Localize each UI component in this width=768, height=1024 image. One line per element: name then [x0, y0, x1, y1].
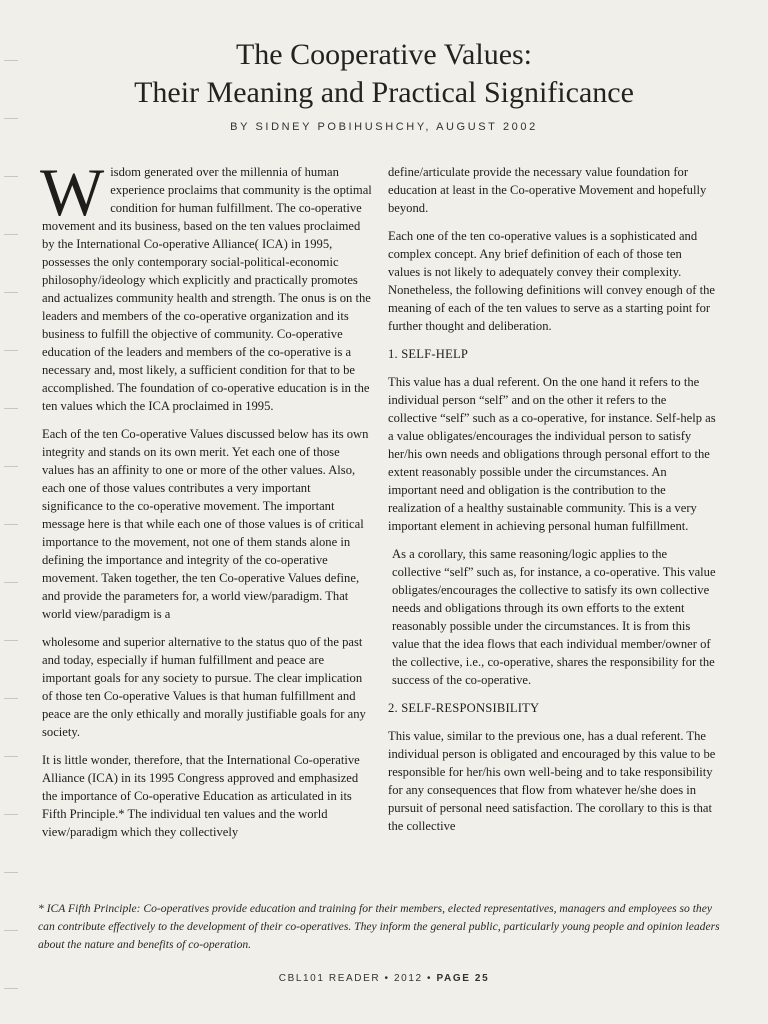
- tick-mark: [4, 756, 18, 757]
- tick-mark: [4, 408, 18, 409]
- tick-mark: [4, 930, 18, 931]
- tick-mark: [4, 350, 18, 351]
- tick-mark: [4, 118, 18, 119]
- drop-cap: W: [40, 154, 105, 230]
- page-footer: [0, 973, 768, 984]
- tick-mark: [4, 292, 18, 293]
- tick-mark: [4, 524, 18, 525]
- paragraph: Each one of the ten co-operative values is a sophisticated and complex concept. Any brief definition of each of those ten values is not likely to adequately convey their complexity. Nonetheless, the following definitions will convey enough of the meaning of each of the ten values to serve as a starting point for further thought and deliberation.: [388, 229, 716, 333]
- section-heading-self-help: 1. SELF-HELP: [388, 347, 469, 361]
- tick-mark: [4, 814, 18, 815]
- paragraph: It is little wonder, therefore, that the International Co-operative Alliance (ICA) in its 1995 Congress approved and emphasized the importance of Co-operative Education as articulated in its Fifth Principle.* The individual ten values and the world view/paradigm which they collectively: [42, 753, 360, 839]
- footnote: * ICA Fifth Principle: Co-operatives provide education and training for their members, elected representatives, managers and employees so they can contribute effectively to the development of their co-operatives. They inform the general public, particularly young people and opinion leaders about the nature and benefits of co-operation.: [38, 902, 720, 951]
- left-column: [40, 154, 372, 851]
- paragraph: define/articulate provide the necessary value foundation for education at least in the Co-operative Movement and hopefully beyond.: [388, 165, 707, 215]
- paragraph: Each of the ten Co-operative Values discussed below has its own integrity and stands on its own merit. Yet each one of those values has an affinity to one or more of the other values. Also, each one of those values contributes a very important significance to the co-operative movement. The important message here is that while each one of those values is of critical importance to the movement, not one of them stands alone in defining the importance and integrity of the co-operative movement. Taken together, the ten Co-operative Values define, and provide the parameters for, a world view/paradigm. That world view/paradigm is a: [42, 427, 369, 621]
- tick-mark: [4, 698, 18, 699]
- page-number: PAGE 25: [436, 973, 490, 984]
- article-title: [0, 36, 768, 112]
- paragraph: wholesome and superior alternative to the status quo of the past and today, especially if human fulfillment and peace are important goals for any society to pursue. The clear implication of those ten Co-operative Values is that human fulfillment and peace are the only ethically and morally justifiable goals for any society.: [42, 635, 366, 739]
- paragraph: As a corollary, this same reasoning/logic applies to the collective “self” such as, for instance, a co-operative. This value obligates/encourages the collective to satisfy its own collective needs and obligations through its own efforts to the extent reasonably possible under the circumstances. It is from this value that the idea flows that each individual member/owner of the collective, i.e., co-operative, shares the responsibility for the success of the co-operative.: [392, 547, 716, 687]
- tick-mark: [4, 466, 18, 467]
- footer-publication: CBL101 READER • 2012 •: [278, 973, 437, 984]
- tick-mark: [4, 582, 18, 583]
- intro-text: isdom generated over the millennia of human experience proclaims that community is the optimal condition for human fulfillment. The co-operative movement and its business, based on the ten values proclaimed by the International Co-operative Alliance( ICA) in 1995, possesses the only contemporary social-political-economic philosophy/ideology which explicitly and practically promotes and actualizes community health and strength. The onus is on the leaders and members of the co-operative organization and its business to fulfill the objective of community. Co-operative education of the leaders and members of the co-operative is a necessary and, most likely, a sufficient condition for that to be accomplished. The foundation of co-operative education is in the ten values which the ICA proclaimed in 1995.: [42, 165, 372, 413]
- paragraph: This value, similar to the previous one, has a dual referent. The individual person is obligated and encouraged by this value to be responsible for her/his own well-being and to take responsibility for any consequences that flow from whatever he/she does in pursuit of personal need satisfaction. The corollary to this is that the collective: [388, 729, 716, 833]
- tick-mark: [4, 988, 18, 989]
- tick-mark: [4, 234, 18, 235]
- tick-mark: [4, 640, 18, 641]
- article-byline: BY SIDNEY POBIHUSHCHY, AUGUST 2002: [230, 121, 538, 133]
- section-heading-self-responsibility: 2. SELF-RESPONSIBILITY: [388, 701, 540, 715]
- intro-paragraph: [40, 154, 372, 415]
- margin-tick-marks: [0, 60, 20, 1010]
- tick-mark: [4, 872, 18, 873]
- tick-mark: [4, 176, 18, 177]
- right-column: [388, 163, 716, 845]
- paragraph: This value has a dual referent. On the one hand it refers to the individual person “self” and on the other it refers to the collective “self” such as a co-operative, for instance. Self-help as a value obligates/encourages the individual person to satisfy her/his own needs and obligations through personal effort to the extent reasonably possible under the circumstances. An important need and obligation is the contribution to the realization of a healthy sustainable community. This is a very important element in achieving personal human fulfillment.: [388, 375, 716, 533]
- title-line-1: The Cooperative Values:: [235, 38, 533, 71]
- title-line-2: Their Meaning and Practical Significance: [134, 76, 634, 109]
